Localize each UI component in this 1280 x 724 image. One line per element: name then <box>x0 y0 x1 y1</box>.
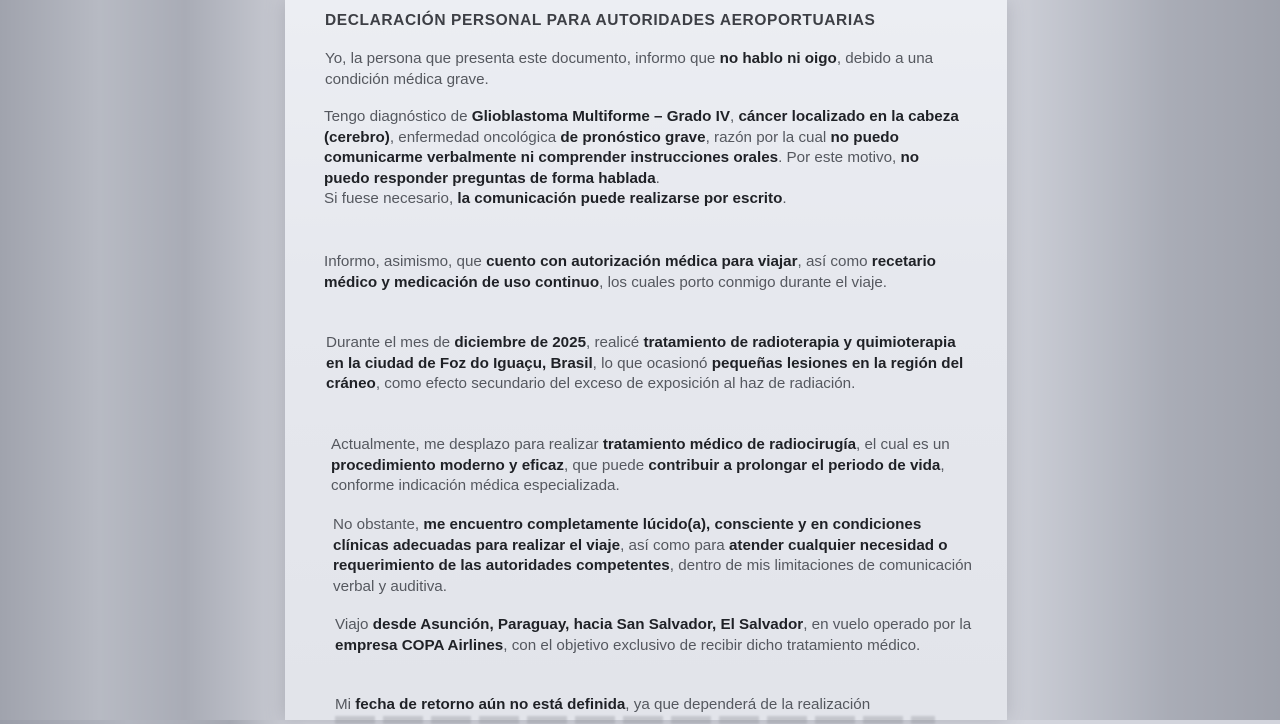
cut-off-text-line <box>335 716 935 724</box>
text-segment: , realicé <box>586 334 644 351</box>
text-segment: Yo, la persona que presenta este documento, informo que <box>325 50 720 67</box>
blurred-background-left <box>0 0 285 720</box>
text-segment: . <box>655 169 660 187</box>
bold-segment: la comunicación puede realizarse por escrito <box>457 190 783 207</box>
paragraph-diagnosis <box>324 107 964 210</box>
bold-segment: tratamiento de radioterapia y quimioterapia en la ciudad de Foz do Iguaçu, Brasil <box>326 334 956 372</box>
text-segment: , razón por la cual <box>705 128 831 146</box>
bold-segment: tratamiento médico de radiocirugía <box>602 436 857 453</box>
text-segment: . Por este motivo, <box>778 149 901 166</box>
bold-segment: Glioblastoma Multiforme – Grado IV <box>471 108 730 125</box>
text-segment: Durante el mes de <box>326 334 455 351</box>
blurred-background-right <box>1005 0 1280 720</box>
bold-segment: me encuentro completamente lúcido(a), consciente y en condiciones clínicas adecuadas para realizar el viaje <box>333 516 922 554</box>
text-segment: Informo, asimismo, que <box>324 253 487 270</box>
text-segment: , con el objetivo exclusivo de recibir dicho tratamiento médico. <box>503 636 921 654</box>
paragraph-authorization <box>324 252 964 293</box>
paragraph-current-travel-purpose <box>331 435 971 497</box>
text-segment: , así como <box>797 253 872 270</box>
text-segment: No obstante, <box>333 516 424 533</box>
paragraph-fitness-to-travel <box>333 515 973 597</box>
bold-segment: cáncer localizado en la cabeza (cerebro) <box>324 108 959 146</box>
text-segment: , el cual es un <box>856 436 950 453</box>
text-segment: Tengo diagnóstico de <box>324 108 472 125</box>
paragraph-return-date <box>335 695 985 716</box>
text-segment: , en vuelo operado por la <box>803 616 972 633</box>
text-segment: , <box>730 108 739 125</box>
paragraph-itinerary <box>335 615 985 656</box>
bold-segment: de pronóstico grave <box>560 128 706 146</box>
text-segment: , debido a una condición médica grave. <box>325 50 934 88</box>
bold-segment: no puedo responder preguntas de forma hablada <box>324 149 920 187</box>
text-segment: Viajo <box>335 616 373 633</box>
text-segment: , ya que dependerá de la realización <box>625 696 871 713</box>
text-segment: Actualmente, me desplazo para realizar <box>331 436 603 453</box>
text-segment: , enfermedad oncológica <box>389 128 561 146</box>
bold-segment: diciembre de 2025 <box>454 334 587 351</box>
text-segment: Mi <box>335 696 356 713</box>
text-segment: , conforme indicación médica especializada. <box>331 456 945 494</box>
bold-segment: no puedo comunicarme verbalmente ni comprender instrucciones orales <box>324 128 899 166</box>
paragraph-condition <box>325 49 965 90</box>
bold-segment: cuento con autorización médica para viajar <box>486 253 798 270</box>
text-segment: , los cuales porto conmigo durante el viaje. <box>599 273 888 291</box>
text-segment: , como efecto secundario del exceso de exposición al haz de radiación. <box>375 375 856 392</box>
text-segment: , lo que ocasionó <box>592 354 712 372</box>
bold-segment: pequeñas lesiones en la región del cráneo <box>326 354 964 392</box>
document-title: DECLARACIÓN PERSONAL PARA AUTORIDADES AEROPORTUARIAS <box>325 12 876 29</box>
bold-segment: atender cualquier necesidad o requerimiento de las autoridades competentes <box>333 536 948 574</box>
bold-segment: empresa COPA Airlines <box>335 636 504 654</box>
text-segment: . <box>782 190 787 207</box>
text-segment: , dentro de mis limitaciones de comunicación verbal y auditiva. <box>333 557 972 595</box>
bold-segment: contribuir a prolongar el periodo de vida <box>648 456 941 474</box>
bold-segment: no hablo ni oigo <box>719 50 837 67</box>
paragraph-treatment-history <box>326 333 976 395</box>
bold-segment: desde Asunción, Paraguay, hacia San Salvador, El Salvador <box>372 616 804 633</box>
bold-segment: recetario médico y medicación de uso continuo <box>324 253 936 291</box>
bold-segment: fecha de retorno aún no está definida <box>355 696 626 713</box>
text-segment: Si fuese necesario, <box>324 190 458 207</box>
text-segment: , que puede <box>563 456 649 474</box>
text-segment: , así como para <box>620 536 729 554</box>
document-sheet <box>285 0 1007 720</box>
bold-segment: procedimiento moderno y eficaz <box>331 456 564 474</box>
